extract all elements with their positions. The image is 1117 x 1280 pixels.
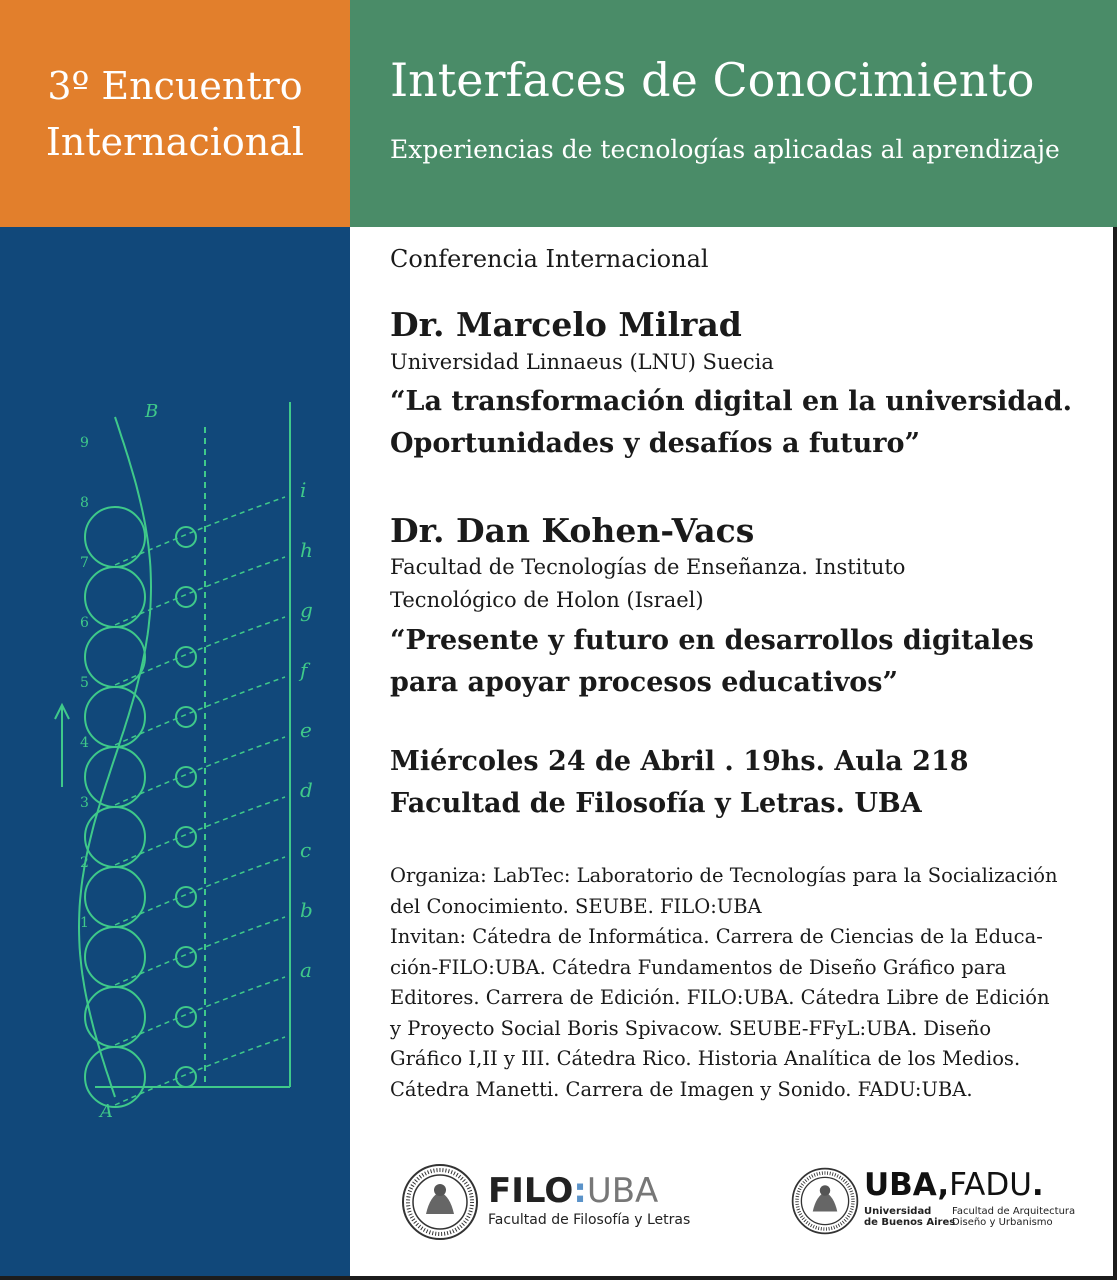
speaker-2-talk-line-1: “Presente y futuro en desarrollos digitales — [390, 625, 1034, 656]
diagram-start-label: A — [100, 1101, 113, 1122]
edition-banner — [0, 0, 350, 227]
diagram-large-circle — [85, 567, 145, 627]
diagram-number: 3 — [80, 795, 89, 811]
diagram-large-circle — [85, 1047, 145, 1107]
diagram-large-circle — [85, 987, 145, 1047]
diagram-letter: g — [300, 598, 313, 622]
event-venue: Facultad de Filosofía y Letras. UBA — [390, 788, 922, 819]
diagram-dashed-guide — [115, 677, 285, 745]
uba-seal-icon — [400, 1162, 480, 1242]
diagram-dashed-guide — [115, 1037, 285, 1105]
credits-line: Invitan: Cátedra de Informática. Carrera de Ciencias de la Educa- — [390, 925, 1043, 948]
diagram-large-circle — [85, 807, 145, 867]
diagram-number: 8 — [80, 495, 89, 511]
diagram-small-circle — [176, 707, 196, 727]
credits-line: Editores. Carrera de Edición. FILO:UBA. Cátedra Libre de Edición — [390, 986, 1050, 1009]
wave-diagram — [0, 227, 350, 1280]
uba-fadu-logo — [790, 1164, 1090, 1244]
diagram-small-circle — [176, 587, 196, 607]
diagram-large-circle — [85, 927, 145, 987]
diagram-large-circle — [85, 867, 145, 927]
speaker-2-affiliation-line-2: Tecnológico de Holon (Israel) — [390, 588, 704, 612]
conference-label: Conferencia Internacional — [390, 245, 709, 273]
uba-wordmark: UBA — [586, 1171, 659, 1211]
diagram-small-circle — [176, 1007, 196, 1027]
event-date-time: Miércoles 24 de Abril . 19hs. Aula 218 — [390, 746, 969, 777]
diagram-letter: a — [300, 958, 312, 982]
uba-comma: , — [937, 1167, 950, 1203]
diagram-end-label: B — [145, 401, 159, 422]
diagram-number: 7 — [80, 555, 89, 571]
speaker-1-affiliation: Universidad Linnaeus (LNU) Suecia — [390, 350, 774, 374]
uba-main-wordmark: UBA — [864, 1167, 938, 1203]
diagram-letter: c — [300, 838, 312, 862]
diagram-dashed-guide — [115, 977, 285, 1045]
credits-line: del Conocimiento. SEUBE. FILO:UBA — [390, 894, 762, 918]
credits-line: Cátedra Manetti. Carrera de Imagen y Sonido. FADU:UBA. — [390, 1077, 973, 1101]
speaker-1-talk-line-2: Oportunidades y desafíos a futuro” — [390, 428, 920, 459]
diagram-letter: b — [300, 898, 313, 922]
diagram-dashed-guide — [115, 917, 285, 985]
diagram-letter: d — [300, 778, 313, 802]
diagram-small-circle — [176, 827, 196, 847]
credits-line: Organiza: LabTec: Laboratorio de Tecnologías para la Socialización — [390, 864, 1058, 887]
filo-uba-logo — [400, 1162, 700, 1242]
event-subtitle: Experiencias de tecnologías aplicadas al aprendizaje — [390, 135, 1060, 164]
credits-line: ción-FILO:UBA. Cátedra Fundamentos de Diseño Gráfico para — [390, 955, 1007, 979]
filo-colon: : — [573, 1171, 587, 1211]
diagram-large-circle — [85, 507, 145, 567]
diagram-dashed-guide — [115, 737, 285, 805]
diagram-small-circle — [176, 647, 196, 667]
diagram-number: 6 — [80, 615, 89, 631]
credits-line: Gráfico I,II y III. Cátedra Rico. Historia Analítica de los Medios. — [390, 1047, 1021, 1070]
speaker-2-affiliation-line-1: Facultad de Tecnologías de Enseñanza. Instituto — [390, 555, 906, 579]
diagram-large-circle — [85, 627, 145, 687]
speaker-2-talk-line-2: para apoyar procesos educativos” — [390, 667, 899, 698]
diagram-small-circle — [176, 527, 196, 547]
speaker-1-talk-line-1: “La transformación digital en la universidad. — [390, 386, 1073, 417]
diagram-small-circle — [176, 887, 196, 907]
diagram-dashed-guide — [115, 857, 285, 925]
diagram-dashed-guide — [115, 797, 285, 865]
diagram-small-circle — [176, 947, 196, 967]
fadu-wordmark: FADU — [949, 1167, 1032, 1203]
diagram-letter: e — [300, 718, 312, 742]
diagram-number: 2 — [80, 855, 89, 871]
title-banner — [350, 0, 1117, 227]
diagram-letter: i — [300, 478, 307, 502]
fadu-dot: . — [1031, 1167, 1044, 1203]
diagram-number: 9 — [80, 435, 89, 451]
uba-caption-line-2: de Buenos Aires — [864, 1217, 956, 1228]
uba-caption-line-1: Universidad — [864, 1206, 932, 1217]
diagram-number: 4 — [80, 735, 89, 751]
edition-line-1: 3º Encuentro — [47, 64, 303, 108]
speaker-1-name: Dr. Marcelo Milrad — [390, 305, 742, 344]
credits-line: y Proyecto Social Boris Spivacow. SEUBE-FFyL:UBA. Diseño — [390, 1016, 992, 1040]
fadu-caption-line-1: Facultad de Arquitectura — [952, 1206, 1076, 1217]
diagram-number: 5 — [80, 675, 89, 691]
speaker-2-name: Dr. Dan Kohen-Vacs — [390, 511, 755, 550]
filo-caption: Facultad de Filosofía y Letras — [488, 1212, 691, 1228]
diagram-large-circle — [85, 687, 145, 747]
diagram-small-circle — [176, 767, 196, 787]
diagram-panel — [0, 227, 350, 1280]
diagram-small-circle — [176, 1067, 196, 1087]
frame-right — [1113, 227, 1117, 1280]
filo-wordmark: FILO — [488, 1171, 574, 1211]
diagram-letter: f — [300, 658, 308, 682]
event-title: Interfaces de Conocimiento — [390, 53, 1035, 107]
frame-bottom — [0, 1276, 1117, 1280]
diagram-number: 1 — [80, 915, 89, 931]
diagram-dashed-guide — [115, 497, 285, 565]
fadu-caption-line-2: Diseño y Urbanismo — [952, 1217, 1053, 1228]
diagram-dashed-guide — [115, 557, 285, 625]
uba-seal-icon-fadu — [790, 1166, 860, 1236]
diagram-letter: h — [300, 538, 313, 562]
edition-line-2: Internacional — [45, 120, 305, 164]
